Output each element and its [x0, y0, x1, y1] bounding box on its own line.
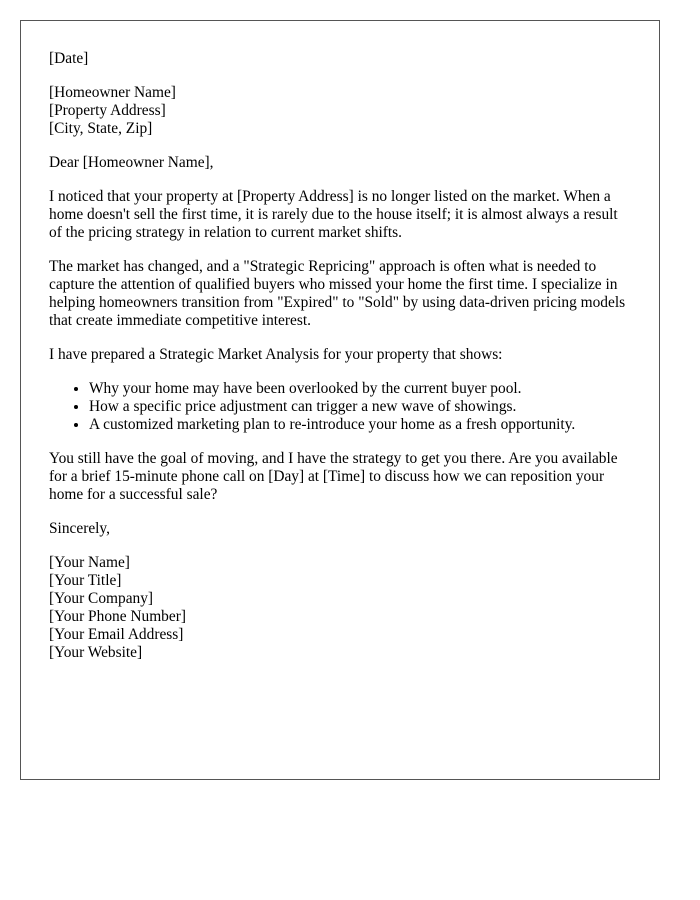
- intro-paragraph: I noticed that your property at [Property Address] is no longer listed on the market. When a home doesn't sell the first time, it is rarely due to the house itself; it is almost always a result of the pricing strategy in relation to current market shifts.: [49, 188, 618, 241]
- letter-date: [Date]: [49, 50, 89, 67]
- signoff-block: [49, 520, 631, 538]
- recipient-name: [Homeowner Name]: [49, 84, 176, 101]
- closing-paragraph: You still have the goal of moving, and I have the strategy to get you there. Are you available for a brief 15-minute phone call on [Day] at [Time] to discuss how we can reposition your home for a successful sale?: [49, 450, 618, 503]
- letter-page: [20, 20, 660, 780]
- analysis-bullet-list: [49, 380, 631, 434]
- signature-company: [Your Company]: [49, 590, 154, 607]
- recipient-address: [Property Address]: [49, 102, 166, 119]
- bullet-item: • A customized marketing plan to re-introduce your home as a fresh opportunity.: [89, 416, 631, 434]
- market-paragraph: The market has changed, and a "Strategic Repricing" approach is often what is needed to capture the attention of qualified buyers who missed your home the first time. I specialize in helping homeowners transition from "Expired" to "Sold" by using data-driven pricing models that create immediate competitive interest.: [49, 258, 626, 329]
- signature-email: [Your Email Address]: [49, 626, 184, 643]
- recipient-city-state-zip: [City, State, Zip]: [49, 120, 153, 137]
- signature-phone: [Your Phone Number]: [49, 608, 186, 625]
- date-block: [49, 50, 631, 68]
- signature-website: [Your Website]: [49, 644, 143, 661]
- analysis-intro-paragraph: I have prepared a Strategic Market Analysis for your property that shows:: [49, 346, 503, 363]
- salutation-block: [49, 154, 631, 172]
- signature-name: [Your Name]: [49, 554, 130, 571]
- signature-block: [49, 554, 631, 662]
- signoff: Sincerely,: [49, 520, 110, 537]
- recipient-address-block: [49, 84, 631, 138]
- salutation: Dear [Homeowner Name],: [49, 154, 214, 171]
- signature-title: [Your Title]: [49, 572, 122, 589]
- bullet-item: • Why your home may have been overlooked by the current buyer pool.: [89, 380, 631, 398]
- bullet-item: • How a specific price adjustment can trigger a new wave of showings.: [89, 398, 631, 416]
